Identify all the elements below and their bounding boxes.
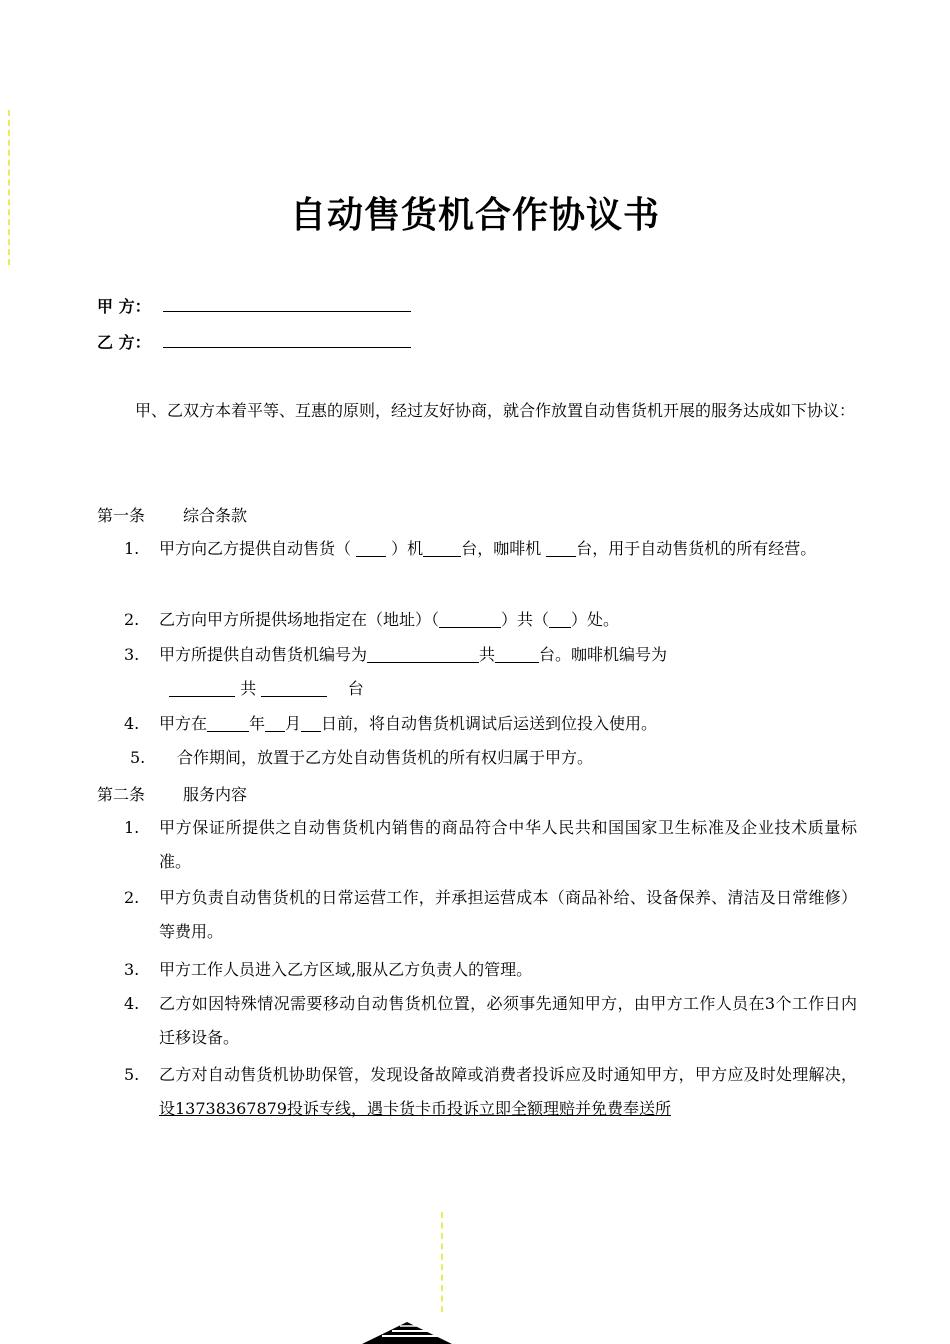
party-b-blank [163, 347, 411, 348]
list-item [124, 987, 857, 1055]
party-a-label: 甲 方： [97, 297, 151, 316]
party-b-label: 乙 方： [97, 333, 151, 352]
list-item [124, 603, 857, 637]
item-number: 2. [124, 888, 140, 907]
article-2-number: 第二条 [97, 785, 146, 804]
item-number: 4. [124, 714, 140, 733]
list-item [124, 1058, 857, 1126]
item-number: 2. [124, 610, 140, 629]
list-item [124, 707, 857, 741]
list-item [124, 953, 857, 987]
list-item [124, 881, 857, 949]
document-title: 自动售货机合作协议书 [289, 195, 660, 236]
article-1-heading [97, 503, 247, 526]
item-text: 合作期间，放置于乙方处自动售货机的所有权归属于甲方。 [177, 748, 594, 767]
item-number: 3. [124, 960, 140, 979]
item-text: 甲方在 年 月 日前，将自动售货机调试后运送到位投入使用。 [159, 714, 658, 733]
article-2-title: 服务内容 [183, 785, 248, 804]
footer-logo-icon [362, 1322, 452, 1344]
item-text: 甲方保证所提供之自动售货机内销售的商品符合中华人民共和国国家卫生标准及企业技术质量标准。 [159, 818, 857, 871]
list-item [124, 741, 857, 775]
item-text: 甲方向乙方提供自动售货（ ）机 台，咖啡机 台，用于自动售货机的所有经营。 [159, 539, 817, 558]
party-a-blank [163, 311, 411, 312]
article-2-heading [97, 782, 247, 805]
party-a-field [97, 294, 151, 317]
complaint-hotline-text: 设13738367879投诉专线，遇卡货卡币投诉立即全额理赔并免费奉送所 [159, 1099, 671, 1118]
list-item [124, 532, 857, 566]
item-number: 1. [124, 539, 140, 558]
article-1-number: 第一条 [97, 506, 146, 525]
item-number: 1. [124, 818, 140, 837]
article-1-title: 综合条款 [183, 506, 248, 525]
item-text: 乙方向甲方所提供场地指定在（地址）（ ）共（ ）处。 [159, 610, 620, 629]
item-text: 甲方所提供自动售货机编号为 共 台。咖啡机编号为 共 台 [159, 645, 668, 698]
list-item [124, 811, 857, 879]
item-text: 甲方负责自动售货机的日常运营工作，并承担运营成本（商品补给、设备保养、清洁及日常维修）等费用。 [159, 888, 857, 941]
item-text: 乙方如因特殊情况需要移动自动售货机位置，必须事先通知甲方，由甲方工作人员在3个工作日内迁移设备。 [159, 994, 857, 1047]
item-number: 5. [124, 1065, 140, 1084]
item-text: 甲方工作人员进入乙方区域,服从乙方负责人的管理。 [159, 960, 533, 979]
item-number: 4. [124, 994, 140, 1013]
item-number: 3. [124, 645, 140, 664]
item-number: 5. [130, 748, 146, 767]
margin-guide-bottom [441, 1212, 443, 1312]
list-item [124, 638, 857, 706]
intro-paragraph: 甲、乙双方本着平等、互惠的原则，经过友好协商，就合作放置自动售货机开展的服务达成如下协议： [135, 401, 856, 420]
party-b-field [97, 330, 151, 353]
item-text: 乙方对自动售货机协助保管，发现设备故障或消费者投诉应及时通知甲方，甲方应及时处理解决，设13738367879投诉专线，遇卡货卡币投诉立即全额理赔并免费奉送所 [159, 1065, 857, 1118]
